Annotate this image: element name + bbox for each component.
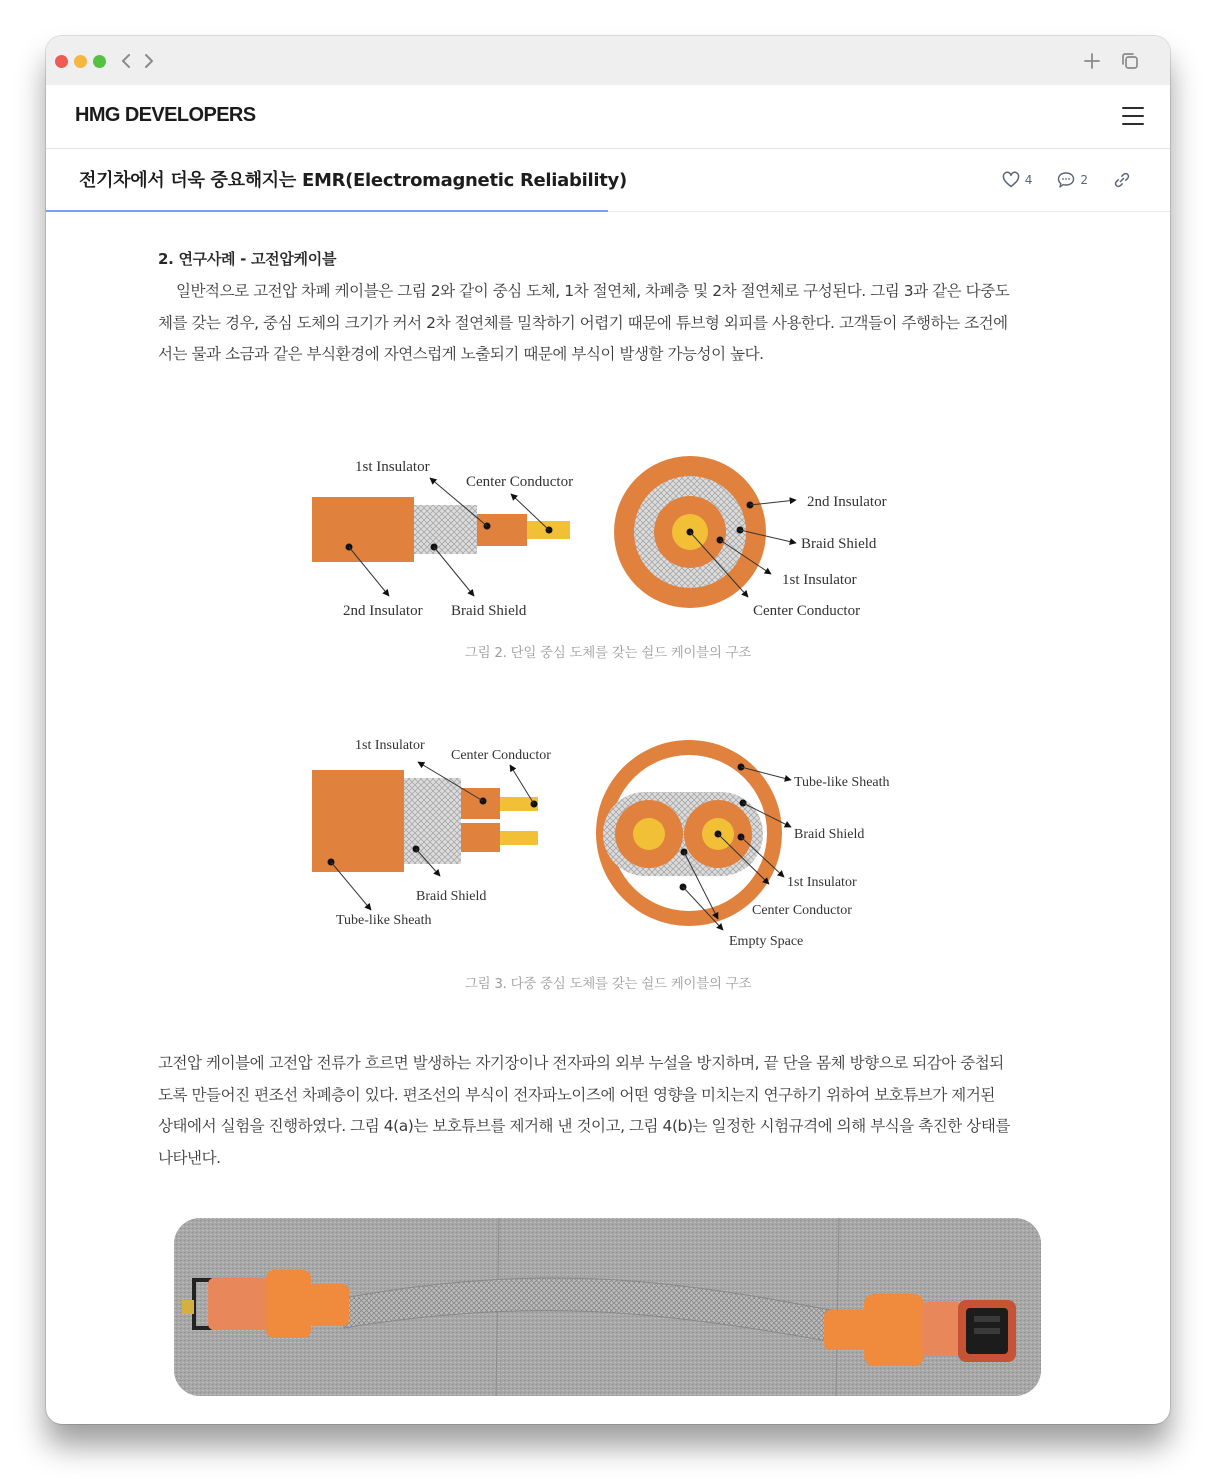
- label-center-conductor: Center Conductor: [753, 603, 861, 619]
- comment-button[interactable]: [1056, 170, 1088, 190]
- label-2nd-insulator: 2nd Insulator: [343, 603, 423, 619]
- comment-icon: [1056, 170, 1076, 190]
- close-window-button[interactable]: [55, 55, 68, 68]
- label-1st-insulator: 1st Insulator: [787, 875, 857, 890]
- label-1st-insulator: 1st Insulator: [355, 459, 430, 475]
- label-braid-shield: Braid Shield: [801, 536, 877, 552]
- tab-overview-button[interactable]: [1120, 51, 1140, 71]
- plus-icon: [1082, 51, 1102, 71]
- share-link-button[interactable]: [1112, 170, 1132, 190]
- chevron-left-icon: [118, 50, 136, 72]
- hamburger-menu-icon-bar: [1122, 115, 1144, 117]
- article-body: [46, 212, 1170, 1424]
- paragraph-line: 서는 물과 소금과 같은 부식환경에 자연스럽게 노출되기 때문에 부식이 발생할 가능성이 높다.: [158, 345, 764, 363]
- label-empty-space: Empty Space: [729, 934, 804, 949]
- single-core-side-view: [312, 459, 573, 619]
- multi-core-side-view: [312, 738, 551, 928]
- label-tube-like-sheath: Tube-like Sheath: [336, 913, 432, 928]
- label-braid-shield: Braid Shield: [416, 889, 487, 904]
- paragraph-line: 체를 갖는 경우, 중심 도체의 크기가 커서 2차 절연체를 밀착하기 어렵기 때문에 튜브형 외피를 사용한다. 고객들이 주행하는 조건에: [158, 313, 1008, 332]
- chevron-right-icon: [140, 50, 158, 72]
- heart-icon: [1001, 170, 1021, 190]
- like-count: 4: [1024, 173, 1033, 187]
- label-1st-insulator: 1st Insulator: [782, 572, 857, 588]
- multi-core-cross-section: [596, 740, 890, 949]
- single-core-cross-section: [614, 456, 887, 619]
- paragraph-line: 나타낸다.: [158, 1148, 221, 1167]
- article-title: 전기차에서 더욱 중요해지는 EMR(Electromagnetic Reliability): [79, 170, 627, 191]
- section-heading: 2. 연구사례 - 고전압케이블: [158, 250, 337, 268]
- back-button[interactable]: [118, 50, 136, 72]
- label-1st-insulator: 1st Insulator: [355, 738, 425, 753]
- paragraph-line: 도록 만들어진 편조선 차폐층이 있다. 편조선의 부식이 전자파노이즈에 어떤 영향을 미치는지 연구하기 위하여 보호튜브가 제거된: [158, 1085, 995, 1104]
- label-2nd-insulator: 2nd Insulator: [807, 494, 887, 510]
- label-braid-shield: Braid Shield: [794, 827, 865, 842]
- tabs-overview-icon: [1120, 51, 1140, 71]
- paragraph-line: 일반적으로 고전압 차폐 케이블은 그림 2와 같이 중심 도체, 1차 절연체, 차폐층 및 2차 절연체로 구성된다. 그림 3과 같은 다중도: [176, 282, 1010, 300]
- maximize-window-button[interactable]: [93, 55, 106, 68]
- figure-3-caption: 그림 3. 다중 중심 도체를 갖는 쉴드 케이블의 구조: [464, 976, 752, 992]
- site-logo[interactable]: HMG DEVELOPERS: [75, 104, 256, 126]
- hamburger-menu-icon: [1122, 107, 1144, 109]
- paragraph-intro: [158, 276, 1058, 371]
- new-tab-button[interactable]: [1082, 51, 1102, 71]
- browser-window: [46, 36, 1170, 1424]
- paragraph-braid-shield: [158, 1048, 1058, 1174]
- figure-2-diagram: [46, 442, 1170, 632]
- forward-button[interactable]: [140, 50, 158, 72]
- paragraph-line: 고전압 케이블에 고전압 전류가 흐르면 발생하는 자기장이나 전자파의 외부 누설을 방지하며, 끝 단을 몸체 방향으로 되감아 중첩되: [158, 1054, 1004, 1072]
- cable-photo: [174, 1218, 1041, 1396]
- site-header: [46, 85, 1170, 149]
- label-center-conductor: Center Conductor: [451, 748, 551, 763]
- menu-button[interactable]: [1122, 107, 1144, 127]
- like-button[interactable]: [1001, 170, 1033, 190]
- cable-photo-image: [174, 1218, 1041, 1396]
- figure-3-diagram: [46, 722, 1170, 962]
- hamburger-menu-icon-bar: [1122, 123, 1144, 125]
- label-braid-shield: Braid Shield: [451, 603, 527, 619]
- browser-toolbar: [46, 36, 1170, 85]
- link-icon: [1112, 170, 1132, 190]
- minimize-window-button[interactable]: [74, 55, 87, 68]
- figure-2-caption: 그림 2. 단일 중심 도체를 갖는 쉴드 케이블의 구조: [464, 645, 752, 661]
- label-center-conductor: Center Conductor: [752, 903, 852, 918]
- label-tube-like-sheath: Tube-like Sheath: [794, 775, 890, 790]
- paragraph-line: 상태에서 실험을 진행하였다. 그림 4(a)는 보호튜브를 제거해 낸 것이고, 그림 4(b)는 일정한 시험규격에 의해 부식을 촉진한 상태를: [158, 1117, 1010, 1135]
- article-header: [46, 149, 1170, 212]
- label-center-conductor: Center Conductor: [466, 474, 574, 490]
- article-actions: [977, 170, 1132, 190]
- comment-count: 2: [1080, 173, 1088, 187]
